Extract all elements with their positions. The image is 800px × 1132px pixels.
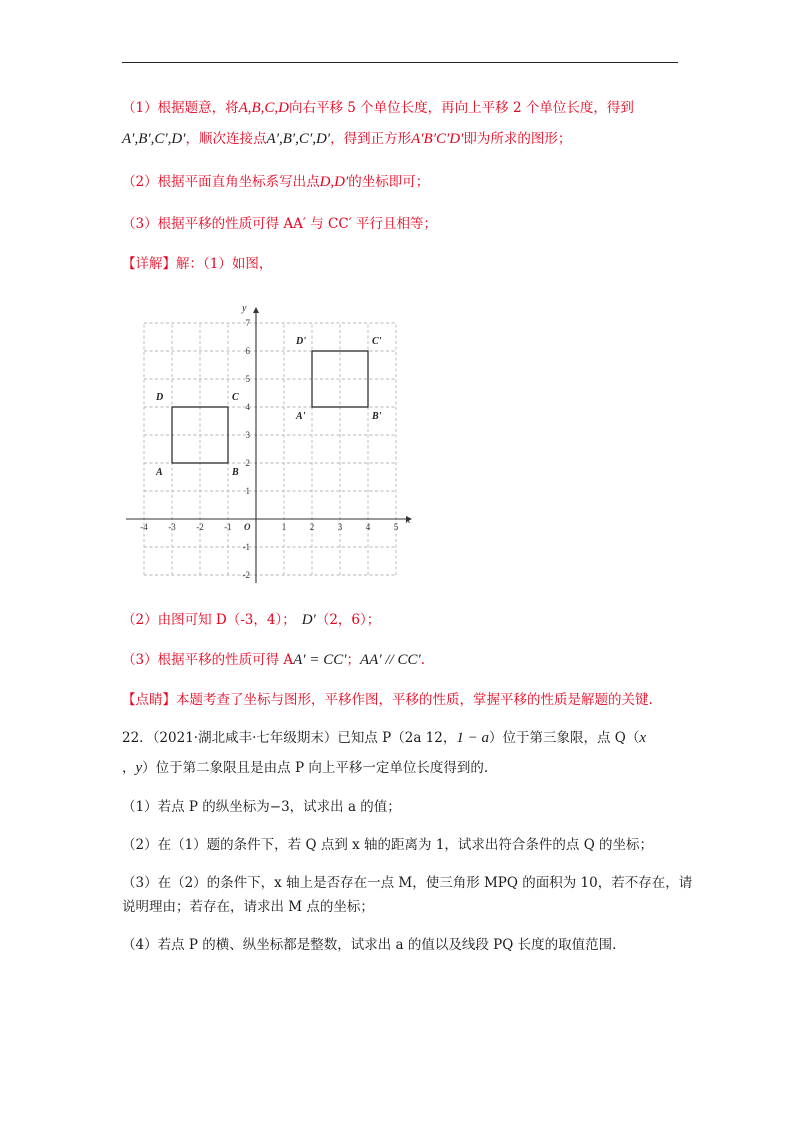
points-d: D,D′ <box>319 174 349 190</box>
analysis-text: ，得到正方形 <box>330 131 412 147</box>
detail-heading: 【详解】解：（1）如图， <box>122 256 273 272</box>
answer-3 <box>122 650 425 670</box>
origin-label: O <box>244 522 251 532</box>
analysis-line-4: （3）根据平移的性质可得 AA′ 与 CC′ 平行且相等； <box>122 216 438 232</box>
question-text: ）位于第三象限，点 Q（ <box>488 730 640 746</box>
y-axis-label: y <box>242 303 247 314</box>
comment: 【点睛】本题考查了坐标与图形，平移作图，平移的性质，掌握平移的性质是解题的关键. <box>122 692 653 708</box>
y-axis-arrow <box>253 307 259 313</box>
expression: 1 − a <box>456 730 489 746</box>
question-text: 22．（2021·湖北咸丰·七年级期末）已知点 P（2a 12， <box>122 730 457 746</box>
point-label: B <box>232 467 239 478</box>
answer-text: （2）由图可知 D（-3，4）； <box>122 612 296 628</box>
point-label: C <box>232 392 239 403</box>
analysis-text: （2）根据平面直角坐标系写出点 <box>122 174 320 190</box>
variable-x: x <box>639 730 647 746</box>
y-tick-label: 4 <box>245 402 250 412</box>
analysis-text: 的坐标即可； <box>348 174 430 190</box>
question-22-line-2 <box>122 758 488 778</box>
y-tick-label: 7 <box>245 318 250 328</box>
point-d-prime: D′ <box>301 612 316 628</box>
question-22-line-1 <box>122 728 646 748</box>
answer-2 <box>122 610 380 630</box>
parallel-statement: AA′ // CC′ <box>360 652 421 668</box>
answer-text: ； <box>346 652 360 668</box>
question-part-1: （1）若点 P 的纵坐标为−3，试求出 a 的值； <box>122 799 401 815</box>
answer-text: （3）根据平移的性质可得 A <box>122 652 294 668</box>
question-part-3b: 说明理由；若存在，请求出 M 点的坐标； <box>122 899 374 915</box>
analysis-text: （1）根据题意，将 <box>122 100 239 116</box>
x-tick-label: -2 <box>196 522 204 532</box>
x-tick-label: -3 <box>168 522 176 532</box>
analysis-text: ，顺次连接点 <box>185 131 267 147</box>
y-tick-label: 5 <box>245 374 250 384</box>
x-tick-label: -1 <box>224 522 232 532</box>
x-tick-label: 1 <box>281 522 287 532</box>
question-text: ）位于第二象限且是由点 P 向上平移一定单位长度得到的. <box>142 760 489 776</box>
point-label: C' <box>372 336 382 347</box>
question-part-3a: （3）在（2）的条件下，x 轴上是否存在一点 M，使三角形 MPQ 的面积为 10，若不存在，请 <box>122 875 693 891</box>
y-tick-label: 2 <box>245 458 250 468</box>
points-abcd: A,B,C,D <box>238 100 290 116</box>
analysis-line-2 <box>122 129 571 149</box>
points-primed: A′,B′,C′,D′ <box>266 131 331 147</box>
x-tick-label: 3 <box>337 522 343 532</box>
analysis-text: 即为所求的图形； <box>463 131 572 147</box>
question-part-4: （4）若点 P 的横、纵坐标都是整数，试求出 a 的值以及线段 PQ 长度的取值范围. <box>122 937 617 953</box>
y-tick-label: 3 <box>245 430 250 440</box>
variable-y: y <box>135 760 143 776</box>
answer-text: （2，6）； <box>315 612 381 628</box>
x-tick-label: 4 <box>365 522 371 532</box>
point-label: B' <box>372 411 382 422</box>
equation: A′ = CC′ <box>293 652 347 668</box>
square-name: A′B′C′D′ <box>411 131 464 147</box>
point-label: A <box>156 467 163 478</box>
y-tick-label: 6 <box>245 346 250 356</box>
analysis-line-1 <box>122 98 634 118</box>
y-tick-label: -1 <box>242 542 250 552</box>
y-tick-label: 1 <box>245 486 250 496</box>
coordinate-figure <box>120 292 420 587</box>
answer-text: . <box>420 652 426 668</box>
analysis-line-3 <box>122 172 429 192</box>
x-tick-label: 5 <box>393 522 399 532</box>
y-tick-label: -2 <box>242 570 250 580</box>
header-rule <box>122 62 678 63</box>
question-part-2: （2）在（1）题的条件下，若 Q 点到 x 轴的距离为 1，试求出符合条件的点 Q 的坐标； <box>122 837 654 853</box>
points-primed: A′,B′,C′,D′ <box>122 131 186 147</box>
x-tick-label: -4 <box>140 522 148 532</box>
x-tick-label: 2 <box>309 522 315 532</box>
x-axis-label: x <box>406 515 411 526</box>
point-label: D <box>156 392 164 403</box>
point-label: A' <box>296 411 306 422</box>
analysis-text: 向右平移 5 个单位长度，再向上平移 2 个单位长度，得到 <box>289 100 634 116</box>
question-text: ， <box>122 760 136 776</box>
point-label: D' <box>296 336 306 347</box>
